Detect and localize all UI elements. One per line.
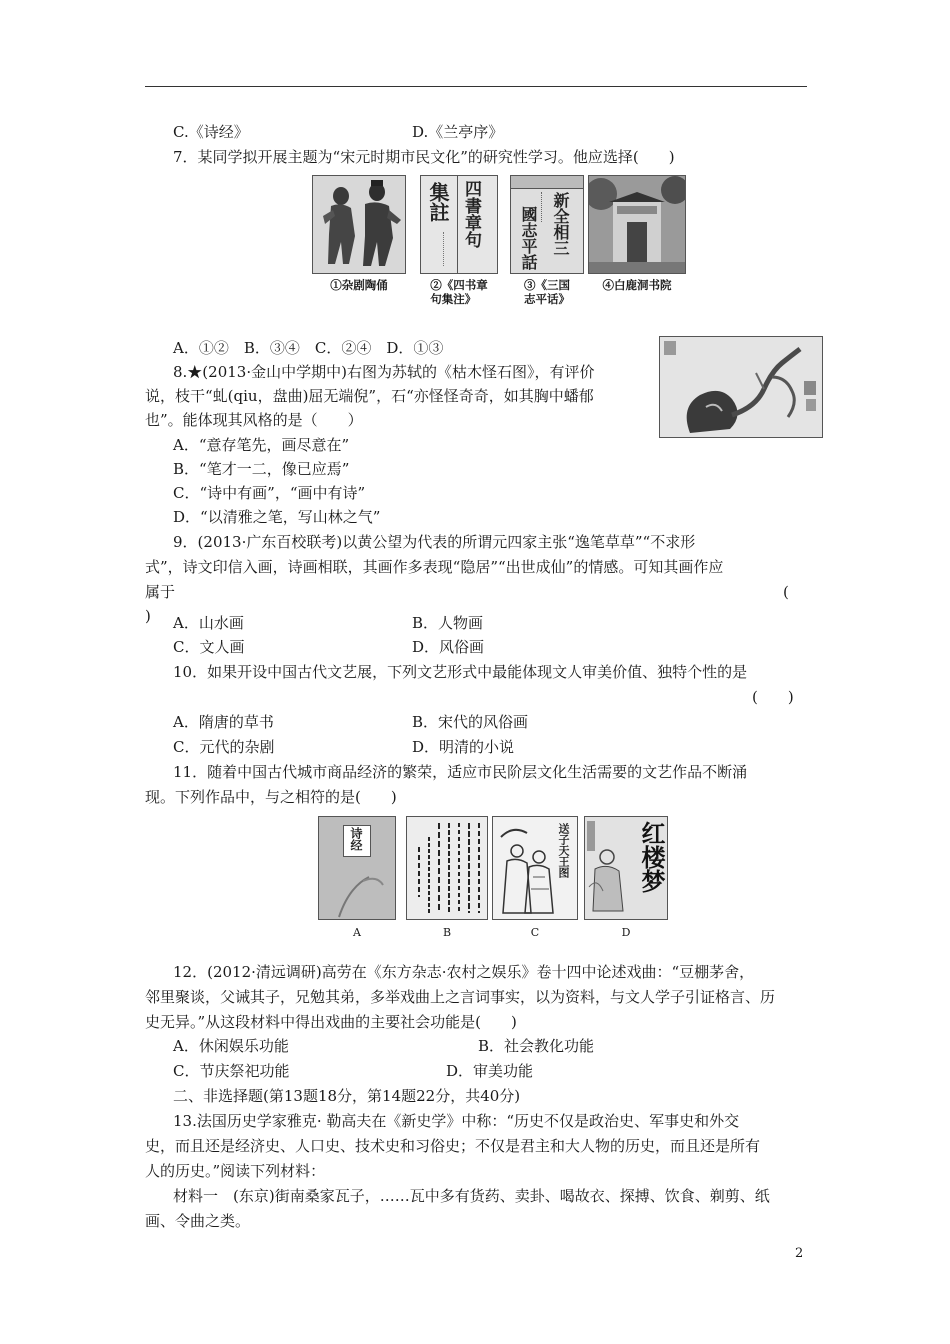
- q10-answer-paren: ( ): [752, 688, 794, 706]
- q10-option-a: A．隋唐的草书: [173, 713, 274, 731]
- sanguozhi-book-image: [510, 175, 584, 274]
- fig7-caption-1: ①杂剧陶俑: [330, 278, 388, 292]
- q10-line-1: 10．如果开设中国古代文艺展，下列文艺形式中最能体现文人审美价值、独特个性的是: [173, 663, 748, 681]
- q10-option-b: B．宋代的风俗画: [412, 713, 529, 731]
- q13-line-2: 史，而且还是经济史、人口史、技术史和习俗史；不仅是君主和大人物的历史，而且还是所有: [145, 1137, 761, 1155]
- fig11-label-a: A: [353, 926, 361, 939]
- fig7-caption-4: ④白鹿洞书院: [602, 278, 672, 292]
- terracotta-figures-image: [312, 175, 406, 274]
- q6-option-c: C.《诗经》: [173, 123, 249, 141]
- q9-line-3: 属于: [145, 583, 176, 601]
- q8-line-2: 说，枝干“虬(qiu，盘曲)屈无端倪”，石“亦怪怪奇奇，如其胸中蟠郁: [145, 387, 594, 405]
- q7-options: A．①② B．③④ C．②④ D．①③: [173, 339, 444, 357]
- q12-line-3: 史无异。”从这段材料中得出戏曲的主要社会功能是( ): [145, 1013, 517, 1031]
- fig7-caption-3: ③《三国 志平话》: [524, 278, 570, 306]
- fig11-label-c: C: [530, 926, 540, 939]
- shijing-title: 诗经: [349, 827, 363, 851]
- q8-line-3: 也”。能体现其风格的是（ ）: [145, 411, 363, 429]
- fig11-label-b: B: [442, 926, 452, 939]
- book-title-part2: 國志平話: [519, 206, 538, 270]
- q9-line-2: 式”，诗文印信入画，诗画相联，其画作多表现“隐居”“出世成仙”的情感。可知其画作应: [145, 558, 724, 576]
- book-title-left: 集註: [426, 182, 450, 222]
- q10-option-d: D．明清的小说: [412, 738, 515, 756]
- q13-line-1: 13.法国历史学家雅克· 勒高夫在《新史学》中称：“历史不仅是政治史、军事史和外交: [173, 1112, 740, 1130]
- q9-option-d: D．风俗画: [412, 638, 485, 656]
- q11-figure: [317, 816, 669, 939]
- q6-option-d: D.《兰亭序》: [412, 123, 504, 141]
- songzi-title: 送子天王图: [557, 823, 570, 878]
- songzi-tianwang-image: [492, 816, 578, 920]
- q13-line-3: 人的历史。”阅读下列材料：: [145, 1162, 326, 1180]
- fig7-item-2: [419, 175, 499, 306]
- fig7-item-3: [509, 175, 585, 306]
- q8-option-a: A．“意存笔先，画尽意在”: [173, 436, 350, 454]
- q12-option-b: B．社会教化功能: [478, 1037, 595, 1055]
- q9-line-1: 9．(2013·广东百校联考)以黄公望为代表的所谓元四家主张“逸笔草草”“不求形: [173, 533, 696, 551]
- q9-option-c: C．文人画: [173, 638, 245, 656]
- q11-line-2: 现。下列作品中，与之相符的是( ): [145, 788, 397, 806]
- fig7-item-4: [587, 175, 687, 306]
- fig7-caption-2: ②《四书章 句集注》: [430, 278, 488, 306]
- calligraphy-image: [406, 816, 488, 920]
- book-title-part1: 新全相三: [551, 192, 570, 256]
- fig11-item-c: [491, 816, 579, 939]
- material-1-line-1: 材料一 (东京)街南桑家瓦子，……瓦中多有货药、卖卦、喝故衣、探搏、饮食、剃剪、纸: [173, 1187, 770, 1205]
- fig11-item-a: [317, 816, 397, 939]
- q8-option-b: B．“笔才一二，像已应焉”: [173, 460, 350, 478]
- q12-option-a: A．休闲娱乐功能: [173, 1037, 289, 1055]
- book-title-right: 四書章句: [461, 180, 481, 248]
- header-rule: [145, 86, 807, 87]
- page-number: 2: [795, 1246, 804, 1261]
- q12-option-c: C．节庆祭祀功能: [173, 1062, 290, 1080]
- hongloumeng-title: 红楼梦: [637, 821, 666, 893]
- fig11-label-d: D: [621, 926, 631, 939]
- q7-stem: 7．某同学拟开展主题为“宋元时期市民文化”的研究性学习。他应选择( ): [173, 148, 675, 166]
- q9-option-b: B．人物画: [412, 614, 484, 632]
- q10-option-c: C．元代的杂剧: [173, 738, 275, 756]
- sishu-book-image: [420, 175, 498, 274]
- fig11-item-d: [583, 816, 669, 939]
- q7-figure: [311, 175, 687, 306]
- q9-option-a: A．山水画: [173, 614, 244, 632]
- q9-answer-paren-close: ): [145, 607, 151, 625]
- hongloumeng-cover-image: [584, 816, 668, 920]
- fig11-item-b: [405, 816, 489, 939]
- bailudong-academy-image: [588, 175, 686, 274]
- q11-line-1: 11．随着中国古代城市商品经济的繁荣，适应市民阶层文化生活需要的文艺作品不断涌: [173, 763, 748, 781]
- q8-option-d: D．“以清雅之笔，写山林之气”: [173, 508, 381, 526]
- q12-line-2: 邻里聚谈，父诫其子，兄勉其弟，多举戏曲上之言词事实，以为资料，与文人学子引证格言、历: [145, 988, 776, 1006]
- fig7-item-1: [311, 175, 407, 306]
- withered-tree-rock-painting: [659, 336, 823, 438]
- q8-line-1: 8.★(2013·金山中学期中)右图为苏轼的《枯木怪石图》，有评价: [173, 363, 595, 381]
- material-1-line-2: 画、令曲之类。: [145, 1212, 251, 1230]
- section-2-heading: 二、非选择题(第13题18分，第14题22分，共40分): [173, 1087, 521, 1105]
- q12-option-d: D．审美功能: [446, 1062, 534, 1080]
- q9-answer-paren-open: (: [783, 583, 789, 601]
- shijing-cover-image: [318, 816, 396, 920]
- q8-option-c: C．“诗中有画”，“画中有诗”: [173, 484, 366, 502]
- q12-line-1: 12．(2012·清远调研)高劳在《东方杂志·农村之娱乐》卷十四中论述戏曲：“豆棚茅舍，: [173, 963, 755, 981]
